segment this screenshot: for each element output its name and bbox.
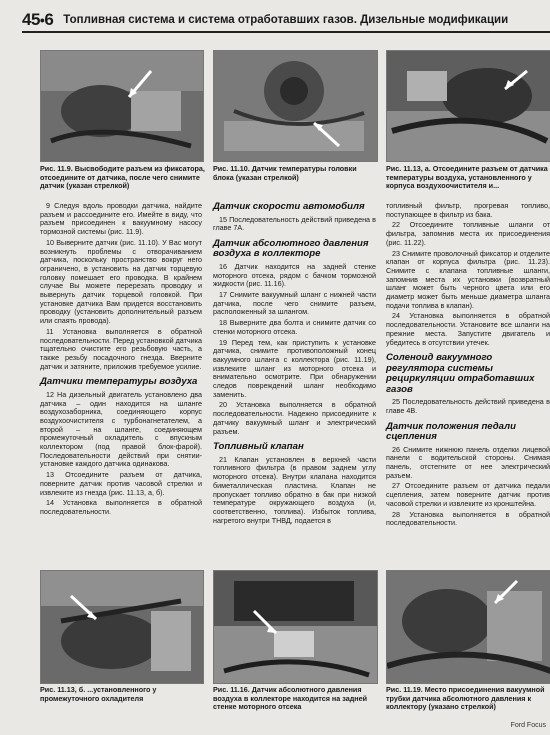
paragraph-18: 18 Выверните два болта и снимите датчик со стенки моторного отсека. [213, 318, 376, 336]
paragraph-24: 24 Установка выполняется в обратной последовательности. Установите все шланги на прежние места. Запустите двигатель и убедитесь в отсутствии утечек. [386, 311, 550, 347]
paragraph-19: 19 Перед тем, как приступить к установке датчика, снимите противоположный конец вакуумного шланга с коллектора (рис. 11.19), извлеките шланг из моторного отсека и внимательно осмотрите. При обнаружении следов повреждений шланг необходимо заменить. [213, 337, 376, 399]
heading-air-temp-sensors: Датчики температуры воздуха [40, 376, 198, 388]
heading-vehicle-speed-sensor: Датчик скорости автомобиля [213, 201, 365, 212]
heading-egr-solenoid: Соленоид вакуумного регулятора системы рециркуляции отработавших газов [386, 352, 535, 395]
heading-map-sensor: Датчик абсолютного давления воздуха в коллекторе [213, 237, 369, 260]
heading-clutch-pedal-sensor: Датчик положения педали сцепления [386, 420, 516, 443]
paragraph-15: 15 Последовательность действий приведена в главе 7А. [213, 214, 376, 233]
text-column-3 [386, 202, 550, 530]
photo-fig-11-19 [386, 570, 550, 684]
header-rule [22, 31, 550, 33]
paragraph-23: 23 Снимите проволочный фиксатор и отделите клапан от корпуса фильтра (рис. 11.23). Снимите с клапана топливные шланги, запомнив места их установки (возвратный шланг может быть черного цвета или его диаметр может быть меньше диаметра шланга подачи топлива в клапан). [386, 248, 550, 310]
paragraph-14: 14 Установка выполняется в обратной последовательности. [40, 498, 202, 516]
paragraph-16: 16 Датчик находится на задней стенке моторного отсека, рядом с бачком тормозной жидкости (рис. 11.16). [213, 261, 376, 289]
paragraph-21-continued: топливный фильтр, прогревая топливо, поступающее в фильтр из бака. [386, 201, 550, 219]
footer-mark: Ford Focus [510, 722, 546, 729]
paragraph-12: 12 На дизельный двигатель установлено два датчика – один находится на шланге воздухозаборника, соединяющего корпус воздухоочистителя с турбонагнетателем, а второй – на шланге, соединяющем промежуточный охладитель с впускным коллектором (под правой блок-фарой). Последовательности действий при снятии-установке каждого датчика одинакова. [40, 389, 202, 469]
paragraph-13: 13 Отсоедините разъем от датчика, поверните датчик против часовой стрелки и извлеките из гнезда (рис. 11.13, а, б). [40, 470, 202, 497]
paragraph-25: 25 Последовательность действий приведена в главе 4В. [386, 397, 550, 415]
caption-fig-11-13b: Рис. 11.13, б. ...установленного у промежуточного охладителя [40, 685, 157, 703]
paragraph-26: 26 Снимите нижнюю панель отделки лицевой панели с водительской стороны. Снимая панель, отстегните от нее электрический разъем. [386, 444, 550, 480]
paragraph-21: 21 Клапан установлен в верхней части топливного фильтра (в правом заднем углу моторного отсека). Внутри клапана находится биметаллическая пластина. Клапан не пропускает топливо обратно в бак при низкой температуре окружающего воздуха (и, соответственно, топлива). Избыток топлива, нагретого внутри ТНВД, подается в [213, 454, 376, 525]
paragraph-10: 10 Выверните датчик (рис. 11.10). У Вас могут возникнуть проблемы с отворачиванием датчика, поскольку пространство вокруг него ограничено, в установить на датчик торцевую головку помешает его проводка. В крайнем случае Вы можете перерезать проводку и вывернуть датчик торцевой головкой. При установке датчика Вам придется восстановить проводку (установить дополнительный разъем или спаять провода). [40, 237, 202, 326]
page-number: 45•6 [22, 10, 54, 29]
page-header [22, 8, 550, 32]
photo-fig-11-13b [40, 570, 204, 684]
photo-fig-11-9 [40, 50, 204, 162]
caption-fig-11-9: Рис. 11.9. Высвободите разъем из фиксатора, отсоедините от датчика, после чего снимите датчик (указан стрелкой) [40, 164, 205, 191]
caption-fig-11-10: Рис. 11.10. Датчик температуры головки блока (указан стрелкой) [213, 164, 357, 182]
paragraph-27: 27 Отсоедините разъем от датчика педали сцепления, затем поверните датчик против часовой стрелки и извлеките из кронштейна. [386, 481, 550, 508]
chapter-title: Топливная система и система отработавших газов. Дизельные модификации [63, 14, 509, 26]
caption-fig-11-13a: Рис. 11.13, а. Отсоедините разъем от датчика температуры воздуха, установленного у корпуса воздухоочистителя и... [386, 164, 548, 191]
photo-fig-11-16 [213, 570, 378, 684]
paragraph-9: 9 Следуя вдоль проводки датчика, найдите разъем и рассоедините его. Имейте в виду, что разъем присоединен к вакуумному насосу тормозной системы (рис. 11.9). [40, 201, 202, 237]
heading-fuel-valve: Топливный клапан [213, 441, 304, 453]
text-column-1 [40, 202, 202, 519]
text-column-2 [213, 202, 376, 527]
photo-fig-11-13a [386, 50, 550, 162]
paragraph-28: 28 Установка выполняется в обратной последовательности. [386, 509, 550, 528]
paragraph-22: 22 Отсоедините топливные шланги от фильтра, запомнив места их присоединения (рис. 11.22). [386, 220, 550, 247]
caption-fig-11-19: Рис. 11.19. Место присоединения вакуумной трубки датчика абсолютного давления к коллектору (указано стрелкой) [386, 685, 545, 712]
paragraph-11: 11 Установка выполняется в обратной последовательности. Перед установкой датчика тщательно очистите его резьбовую часть, а также резьбу посадочного гнезда. Вверните датчик и затяните, приложив требуемое усилие. [40, 326, 202, 371]
photo-fig-11-10 [213, 50, 378, 162]
caption-fig-11-16: Рис. 11.16. Датчик абсолютного давления воздуха в коллекторе находится на задней стенке моторного отсека [213, 685, 368, 712]
paragraph-17: 17 Снимите вакуумный шланг с нижней части датчика, после чего снимите разъем, расположенный за шлангом. [213, 290, 376, 317]
paragraph-20: 20 Установка выполняется в обратной последовательности. Надежно присоедините к датчику вакуумный шланг и электрический разъем. [213, 400, 376, 436]
